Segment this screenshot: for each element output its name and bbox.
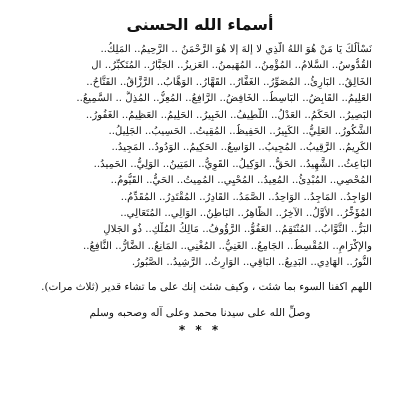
text-line: العَلِيمُ.. القَابِضُ.. البَاسِطُ.. الخَافِضُ.. الرَّافِعُ.. المُعِزُّ.. المُذِلُّ .. السَّمِيعُ..	[76, 93, 372, 105]
text-line: والإكْرَامِ.. المُقْسِطُ.. الجَامِعُ.. الغَنِيُّ.. المُغْنِي.. المَانِعُ.. الضَّارُّ.. النَّافِعُ..	[83, 240, 372, 252]
text-line: الشَّكُورُ.. العَلِيُّ.. الكَبِيرُ.. الحَفِيظُ.. المُقِيتُ.. الحَسِيبُ.. الجَلِيلُ..	[108, 125, 372, 137]
text-line: المُؤَخِّرُ.. الأَوَّلُ.. الآخِرُ.. الظَّاهِرُ.. البَاطِنُ.. الوَالِي.. المُتَعَالِي..	[120, 207, 372, 219]
text-line: القُدُّوسُ.. السَّلامُ.. المُؤْمِنُ.. المُهَيمنُ.. العَزيزُ.. الجَبَّارُ.. المُتَكبِّرُ.. ال	[91, 60, 372, 72]
text-line: المُحْصِي.. المُبْدِئُ.. المُعِيدُ.. المُحْيِي.. المُمِيتُ.. الحَيُّ.. القَيُّومُ..	[110, 175, 372, 187]
text-line-last: النُّورُ.. الهَادِي.. البَدِيعُ.. البَاقِي.. الوَارِثُ.. الرَّشِيدُ.. الصَّبُورُ.	[131, 257, 372, 269]
text-line: الوَاجِدُ.. المَاجِدُ.. الوَاحِدُ.. الصَّمَدُ.. القَادِرُ.. المُقْتَدِرُ.. المُقَدِّمُ..	[120, 191, 372, 203]
page-title: أسماء الله الحسنى	[126, 15, 274, 34]
supplication-text: اللهم اكفنا السوء بما شئت ، وكيف شئت إنك على ما تشاء قدير (ثلاث مرات).	[41, 281, 372, 294]
text-line: البَرُّ.. التَّوَّابُ.. المُنْتَقِمُ.. العَفُوُّ.. الرَّؤُوفُ.. مَالِكُ المُلْكِ.. ذُو الجَلالِ	[103, 224, 372, 236]
text-line: البَاعِثُ.. الشَّهِيدُ.. الحَقُّ.. الوَكِيلُ.. القَوِيُّ.. المَتِينُ.. الوَلِيُّ.. الحَمِيدُ..	[93, 158, 372, 170]
text-line: الخَالِقُ.. البَارِئُ.. المُصَوِّرُ.. الغَفَّارُ.. القَهَّارُ.. الوَهَّابُ.. الرَّزَّاقُ.. الفَتَّاحُ..	[86, 76, 372, 88]
text-line: نَسْأَلُكَ يَا مَنْ هُوَ اللهُ الَّذِي لا إلهَ إلا هُوَ الرَّحْمَنُ .. الرَّحِيمُ.. المَلِكُ..	[100, 44, 372, 55]
salawat-text: وصلِّ الله على سيدنا محمد وعلى آله وصحبه وسلم	[89, 307, 311, 320]
divine-names-text	[28, 42, 372, 271]
paragraph-gap	[28, 271, 372, 279]
text-line: البَصِيرُ.. الحَكَمُ.. العَدْلُ.. اللَّطِيفُ.. الخَبِيرُ.. الحَلِيمُ.. العَظِيمُ.. الغَفُورُ..	[85, 109, 372, 121]
end-mark: * * *	[178, 323, 222, 338]
text-line: الكَرِيمُ.. الرَّقِيبُ.. المُجِيبُ.. الوَاسِعُ.. الحَكِيمُ.. الوَدُودُ.. المَجِيدُ..	[111, 142, 372, 154]
